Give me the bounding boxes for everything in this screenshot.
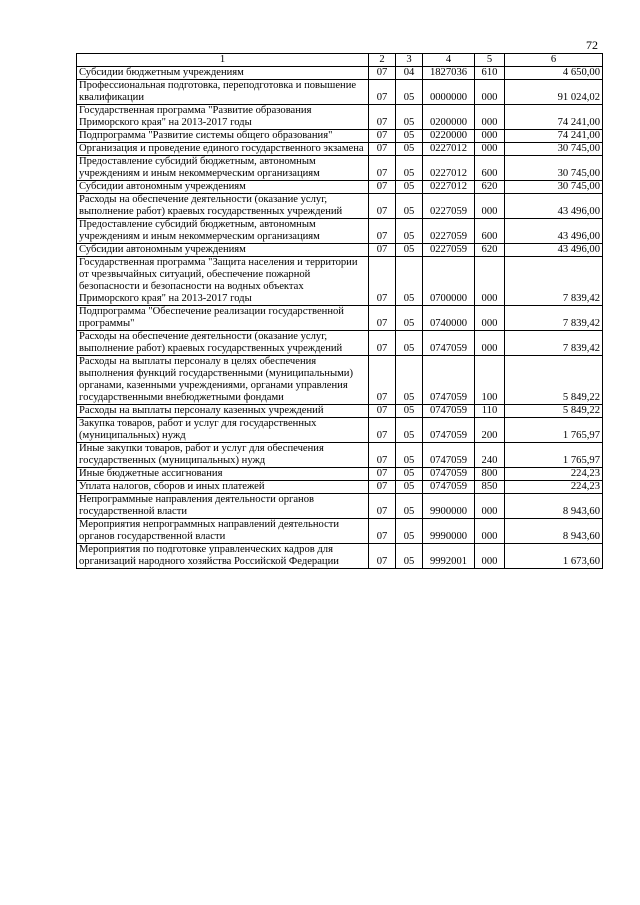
target-article-code-cell: 0747059 [423,418,475,443]
section-code-cell: 07 [369,418,396,443]
subsection-code-cell: 05 [396,443,423,468]
section-code-cell: 07 [369,468,396,481]
subsection-code-cell: 05 [396,244,423,257]
target-article-code-cell: 0747059 [423,443,475,468]
target-article-code-cell: 0227012 [423,181,475,194]
section-code-cell: 07 [369,356,396,405]
section-code-cell: 07 [369,80,396,105]
column-header: 5 [475,54,505,67]
expense-type-code-cell: 850 [475,481,505,494]
column-header: 2 [369,54,396,67]
subsection-code-cell: 05 [396,306,423,331]
amount-cell: 30 745,00 [505,181,603,194]
section-code-cell: 07 [369,405,396,418]
subsection-code-cell: 05 [396,468,423,481]
table-row [77,156,603,181]
target-article-code-cell: 1827036 [423,67,475,80]
subsection-code-cell: 05 [396,519,423,544]
row-name-cell: Государственная программа "Развитие образования Приморского края" на 2013-2017 годы [77,105,369,130]
column-header: 1 [77,54,369,67]
amount-cell: 224,23 [505,481,603,494]
row-name-cell: Расходы на выплаты персоналу в целях обеспечения выполнения функций государственными (муниципальными) органами, казенными учреждениями, органами управления государственными внебюджетными фондами [77,356,369,405]
section-code-cell: 07 [369,181,396,194]
target-article-code-cell: 9900000 [423,494,475,519]
target-article-code-cell: 0747059 [423,481,475,494]
table-row [77,443,603,468]
table-row [77,544,603,569]
amount-cell: 7 839,42 [505,257,603,306]
target-article-code-cell: 0000000 [423,80,475,105]
row-name-cell: Расходы на выплаты персоналу казенных учреждений [77,405,369,418]
amount-cell: 1 765,97 [505,443,603,468]
expense-type-code-cell: 000 [475,194,505,219]
table-row [77,105,603,130]
table-row [77,468,603,481]
amount-cell: 91 024,02 [505,80,603,105]
amount-cell: 1 673,60 [505,544,603,569]
section-code-cell: 07 [369,306,396,331]
expense-type-code-cell: 600 [475,219,505,244]
target-article-code-cell: 0227059 [423,244,475,257]
row-name-cell: Предоставление субсидий бюджетным, автономным учреждениям и иным некоммерческим организациям [77,156,369,181]
row-name-cell: Непрограммные направления деятельности органов государственной власти [77,494,369,519]
section-code-cell: 07 [369,331,396,356]
table-row [77,80,603,105]
amount-cell: 30 745,00 [505,143,603,156]
table-row [77,494,603,519]
subsection-code-cell: 05 [396,156,423,181]
amount-cell: 8 943,60 [505,519,603,544]
target-article-code-cell: 0227059 [423,219,475,244]
amount-cell: 7 839,42 [505,331,603,356]
amount-cell: 8 943,60 [505,494,603,519]
target-article-code-cell: 0227012 [423,156,475,181]
row-name-cell: Подпрограмма "Обеспечение реализации государственной программы" [77,306,369,331]
row-name-cell: Закупка товаров, работ и услуг для государственных (муниципальных) нужд [77,418,369,443]
amount-cell: 1 765,97 [505,418,603,443]
subsection-code-cell: 05 [396,105,423,130]
subsection-code-cell: 04 [396,67,423,80]
table-row [77,181,603,194]
row-name-cell: Субсидии автономным учреждениям [77,244,369,257]
subsection-code-cell: 05 [396,494,423,519]
section-code-cell: 07 [369,105,396,130]
expense-type-code-cell: 110 [475,405,505,418]
row-name-cell: Организация и проведение единого государственного экзамена [77,143,369,156]
section-code-cell: 07 [369,130,396,143]
amount-cell: 30 745,00 [505,156,603,181]
subsection-code-cell: 05 [396,331,423,356]
target-article-code-cell: 9990000 [423,519,475,544]
page-number: 72 [586,38,598,52]
section-code-cell: 07 [369,219,396,244]
amount-cell: 74 241,00 [505,105,603,130]
target-article-code-cell: 0747059 [423,468,475,481]
expense-type-code-cell: 620 [475,244,505,257]
subsection-code-cell: 05 [396,80,423,105]
table-row [77,331,603,356]
column-header: 4 [423,54,475,67]
amount-cell: 5 849,22 [505,405,603,418]
amount-cell: 43 496,00 [505,194,603,219]
section-code-cell: 07 [369,143,396,156]
table-row [77,194,603,219]
table-row [77,418,603,443]
target-article-code-cell: 0200000 [423,105,475,130]
expense-type-code-cell: 000 [475,544,505,569]
target-article-code-cell: 0740000 [423,306,475,331]
row-name-cell: Подпрограмма "Развитие системы общего образования" [77,130,369,143]
amount-cell: 43 496,00 [505,219,603,244]
amount-cell: 74 241,00 [505,130,603,143]
expense-type-code-cell: 610 [475,67,505,80]
target-article-code-cell: 0220000 [423,130,475,143]
table-row [77,244,603,257]
expense-type-code-cell: 000 [475,306,505,331]
subsection-code-cell: 05 [396,194,423,219]
section-code-cell: 07 [369,443,396,468]
target-article-code-cell: 0700000 [423,257,475,306]
expense-type-code-cell: 000 [475,331,505,356]
target-article-code-cell: 9992001 [423,544,475,569]
table-row [77,405,603,418]
table-row [77,306,603,331]
section-code-cell: 07 [369,67,396,80]
subsection-code-cell: 05 [396,544,423,569]
subsection-code-cell: 05 [396,219,423,244]
amount-cell: 224,23 [505,468,603,481]
table-row [77,519,603,544]
amount-cell: 5 849,22 [505,356,603,405]
row-name-cell: Расходы на обеспечение деятельности (оказание услуг, выполнение работ) краевых государственных учреждений [77,331,369,356]
row-name-cell: Предоставление субсидий бюджетным, автономным учреждениям и иным некоммерческим организациям [77,219,369,244]
subsection-code-cell: 05 [396,356,423,405]
target-article-code-cell: 0747059 [423,405,475,418]
expense-type-code-cell: 000 [475,130,505,143]
subsection-code-cell: 05 [396,257,423,306]
row-name-cell: Иные бюджетные ассигнования [77,468,369,481]
amount-cell: 43 496,00 [505,244,603,257]
subsection-code-cell: 05 [396,418,423,443]
target-article-code-cell: 0227059 [423,194,475,219]
row-name-cell: Иные закупки товаров, работ и услуг для обеспечения государственных (муниципальных) нужд [77,443,369,468]
table-row [77,257,603,306]
expense-type-code-cell: 200 [475,418,505,443]
budget-table [76,53,603,569]
table-header-row [77,54,603,67]
table-row [77,143,603,156]
expense-type-code-cell: 240 [475,443,505,468]
expense-type-code-cell: 000 [475,494,505,519]
row-name-cell: Субсидии бюджетным учреждениям [77,67,369,80]
section-code-cell: 07 [369,194,396,219]
row-name-cell: Государственная программа "Защита населения и территории от чрезвычайных ситуаций, обеспечение пожарной безопасности и безопасности на водных объектах Приморского края" на 2013-2017 годы [77,257,369,306]
row-name-cell: Уплата налогов, сборов и иных платежей [77,481,369,494]
expense-type-code-cell: 000 [475,519,505,544]
row-name-cell: Субсидии автономным учреждениям [77,181,369,194]
row-name-cell: Профессиональная подготовка, переподготовка и повышение квалификации [77,80,369,105]
expense-type-code-cell: 100 [475,356,505,405]
section-code-cell: 07 [369,481,396,494]
table-row [77,67,603,80]
amount-cell: 7 839,42 [505,306,603,331]
expense-type-code-cell: 800 [475,468,505,481]
subsection-code-cell: 05 [396,181,423,194]
target-article-code-cell: 0747059 [423,331,475,356]
section-code-cell: 07 [369,519,396,544]
column-header: 6 [505,54,603,67]
table-row [77,356,603,405]
row-name-cell: Мероприятия непрограммных направлений деятельности органов государственной власти [77,519,369,544]
expense-type-code-cell: 000 [475,257,505,306]
target-article-code-cell: 0227012 [423,143,475,156]
section-code-cell: 07 [369,156,396,181]
target-article-code-cell: 0747059 [423,356,475,405]
amount-cell: 4 650,00 [505,67,603,80]
subsection-code-cell: 05 [396,143,423,156]
expense-type-code-cell: 000 [475,143,505,156]
subsection-code-cell: 05 [396,130,423,143]
expense-type-code-cell: 000 [475,80,505,105]
table-row [77,130,603,143]
row-name-cell: Мероприятия по подготовке управленческих кадров для организаций народного хозяйства Российской Федерации [77,544,369,569]
expense-type-code-cell: 000 [475,105,505,130]
expense-type-code-cell: 600 [475,156,505,181]
column-header: 3 [396,54,423,67]
section-code-cell: 07 [369,494,396,519]
subsection-code-cell: 05 [396,481,423,494]
section-code-cell: 07 [369,257,396,306]
subsection-code-cell: 05 [396,405,423,418]
expense-type-code-cell: 620 [475,181,505,194]
table-row [77,219,603,244]
section-code-cell: 07 [369,244,396,257]
row-name-cell: Расходы на обеспечение деятельности (оказание услуг, выполнение работ) краевых государственных учреждений [77,194,369,219]
section-code-cell: 07 [369,544,396,569]
table-row [77,481,603,494]
